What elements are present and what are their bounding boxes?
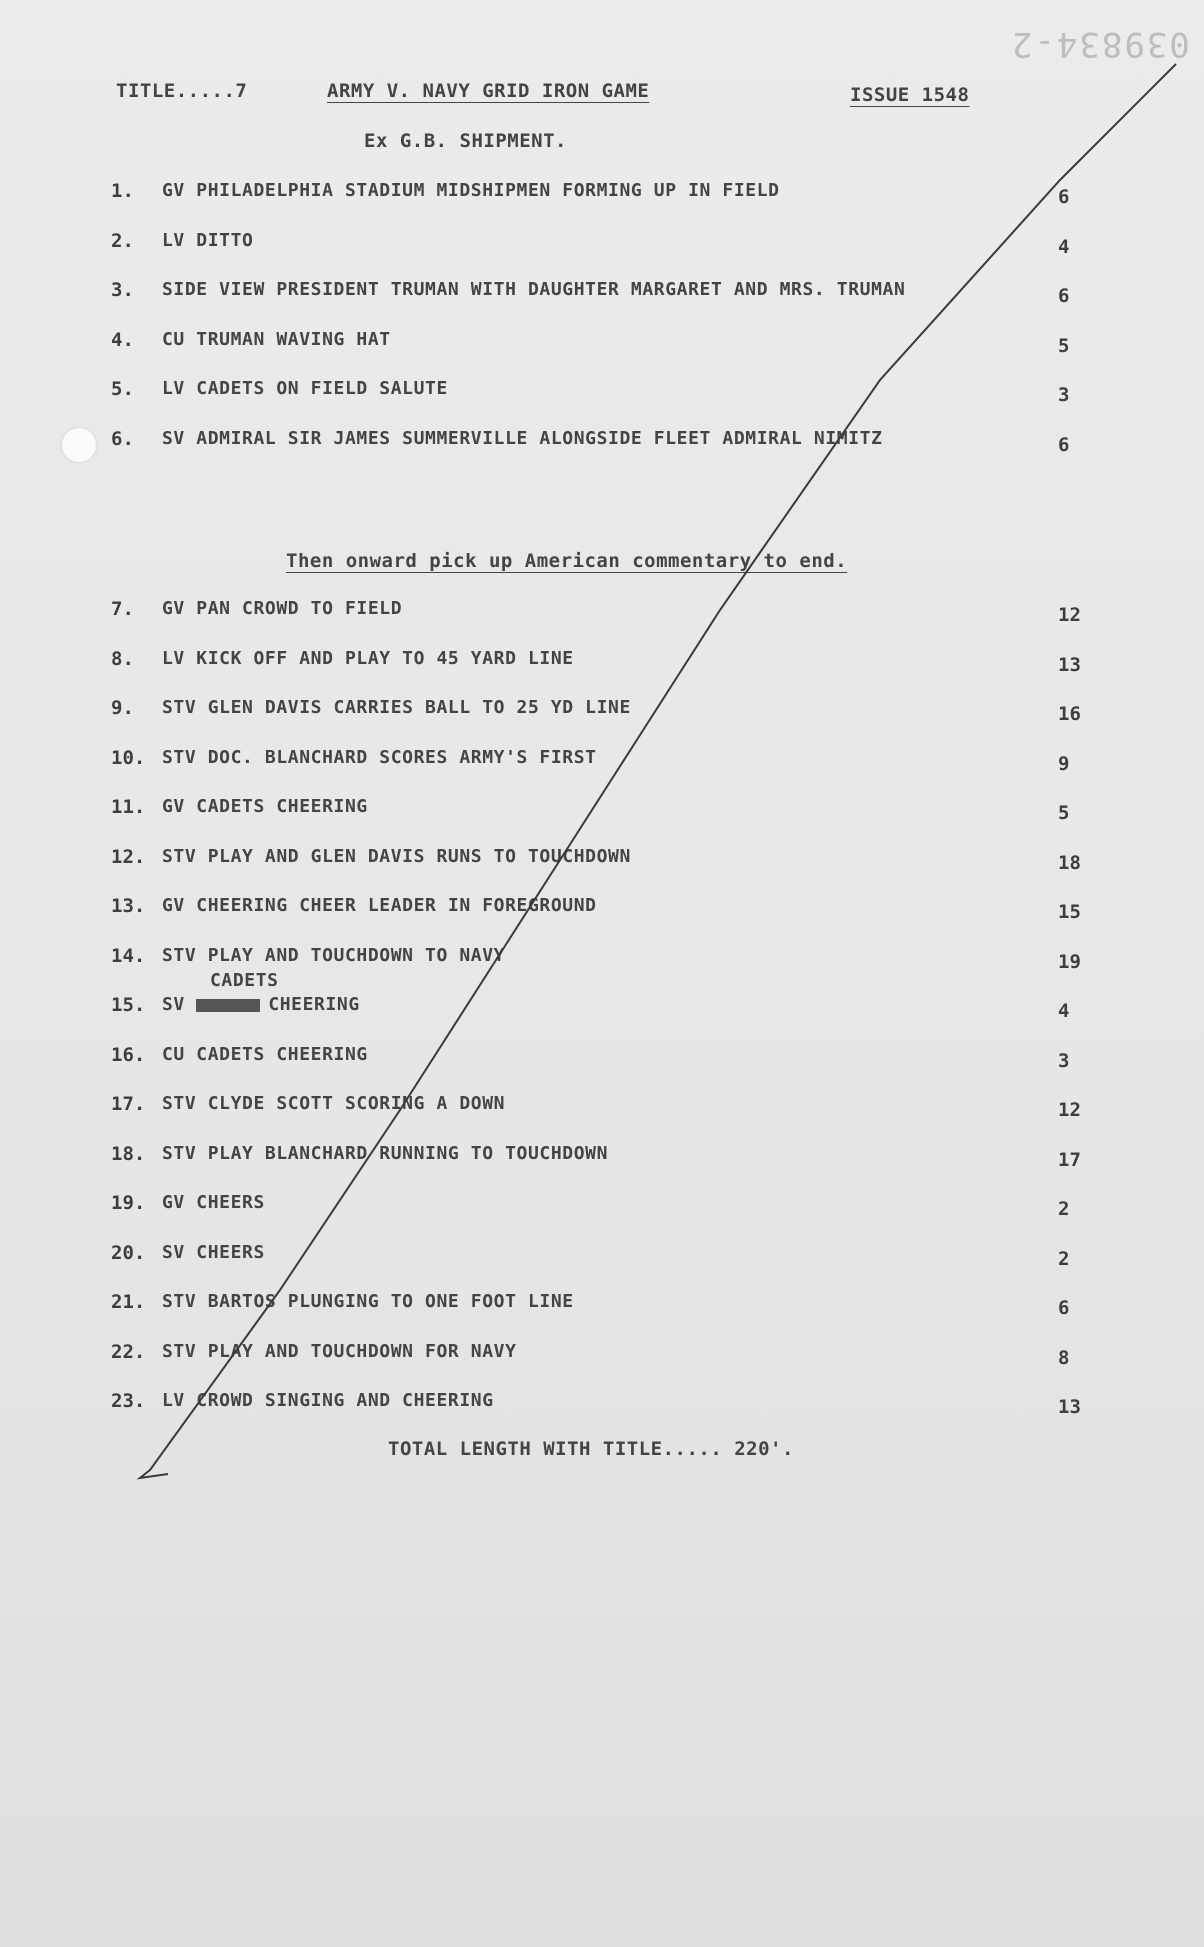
shot-description: LV CROWD SINGING AND CHEERING (162, 1390, 494, 1411)
shot-number: 19. (111, 1192, 146, 1214)
shot-number: 7. (111, 598, 134, 620)
shot-description: STV PLAY BLANCHARD RUNNING TO TOUCHDOWN (162, 1142, 609, 1164)
shot-length: 9 (1058, 752, 1070, 775)
shot-prefix: SV (162, 994, 197, 1015)
shot-length: 13 (1058, 1396, 1081, 1418)
shot-text: CHEERING (268, 994, 360, 1015)
archive-stamp: 039834-2 (1010, 24, 1190, 64)
shot-number: 20. (111, 1241, 146, 1264)
shot-description: CU CADETS CHEERING (162, 1043, 368, 1065)
shot-description: LV DITTO (162, 229, 254, 251)
shot-length: 2 (1058, 1247, 1070, 1270)
shot-number: 8. (111, 647, 134, 670)
shot-description: SV CHEERS (162, 1241, 265, 1263)
shot-length: 6 (1058, 433, 1070, 456)
shot-description: STV CLYDE SCOTT SCORING A DOWN (162, 1093, 506, 1114)
shot-number: 18. (111, 1142, 146, 1165)
shot-length: 19 (1058, 950, 1081, 973)
shot-length: 17 (1058, 1148, 1081, 1171)
shot-length: 4 (1058, 1000, 1070, 1022)
page-title: ARMY V. NAVY GRID IRON GAME (327, 80, 650, 102)
shot-length: 5 (1058, 334, 1070, 357)
shot-length: 15 (1058, 901, 1081, 923)
source-line: Ex G.B. SHIPMENT. (364, 130, 567, 152)
shot-description: STV BARTOS PLUNGING TO ONE FOOT LINE (162, 1291, 574, 1312)
shot-length: 6 (1058, 285, 1070, 307)
shot-description: GV PAN CROWD TO FIELD (162, 598, 403, 619)
shot-length: 2 (1058, 1198, 1070, 1220)
shot-length: 18 (1058, 851, 1081, 874)
shot-number: 2. (111, 229, 134, 252)
shot-number: 21. (111, 1291, 146, 1313)
total-length: TOTAL LENGTH WITH TITLE..... 220'. (388, 1438, 794, 1460)
shot-description: GV CHEERS (162, 1192, 265, 1213)
shot-description: STV DOC. BLANCHARD SCORES ARMY'S FIRST (162, 746, 597, 768)
shot-number: 12. (111, 845, 146, 868)
shot-description: GV CHEERING CHEER LEADER IN FOREGROUND (162, 895, 597, 916)
shot-length: 5 (1058, 802, 1070, 824)
shot-length: 12 (1058, 604, 1081, 626)
issue-number: ISSUE 1548 (850, 84, 970, 106)
shot-number: 11. (111, 796, 146, 818)
shot-number: 16. (111, 1043, 146, 1066)
shot-description: GV CADETS CHEERING (162, 796, 368, 817)
shot-number: 6. (111, 427, 134, 450)
shot-length: 12 (1058, 1099, 1081, 1121)
shot-length: 13 (1058, 653, 1081, 676)
shot-number: 4. (111, 328, 134, 351)
shot-description: STV GLEN DAVIS CARRIES BALL TO 25 YD LINE (162, 697, 631, 718)
shot-number: 15. (111, 994, 146, 1016)
shot-number: 17. (111, 1093, 146, 1115)
shot-description: SIDE VIEW PRESIDENT TRUMAN WITH DAUGHTER MARGARET AND MRS. TRUMAN (162, 279, 906, 300)
shot-number: 13. (111, 895, 146, 917)
shot-description: LV CADETS ON FIELD SALUTE (162, 378, 448, 399)
shot-description: SV ADMIRAL SIR JAMES SUMMERVILLE ALONGSIDE FLEET ADMIRAL NIMITZ (162, 427, 883, 449)
shot-length: 4 (1058, 235, 1070, 258)
handwritten-insert: CADETS (210, 970, 279, 991)
shot-number: 22. (111, 1340, 146, 1363)
shot-length: 3 (1058, 384, 1070, 406)
shot-number: 23. (111, 1390, 146, 1412)
title-number: TITLE.....7 (116, 80, 248, 102)
shot-description: CU TRUMAN WAVING HAT (162, 328, 391, 350)
shot-description: STV PLAY AND GLEN DAVIS RUNS TO TOUCHDOWN (162, 845, 631, 867)
shot-number: 9. (111, 697, 134, 719)
shot-length: 16 (1058, 703, 1081, 725)
shot-number: 10. (111, 746, 146, 769)
shot-description: LV KICK OFF AND PLAY TO 45 YARD LINE (162, 647, 574, 669)
shot-number: 3. (111, 279, 134, 301)
shot-number: 5. (111, 378, 134, 400)
shot-length: 6 (1058, 1297, 1070, 1319)
shot-description: GV PHILADELPHIA STADIUM MIDSHIPMEN FORMING UP IN FIELD (162, 180, 780, 201)
shot-length: 6 (1058, 186, 1070, 208)
shot-length: 8 (1058, 1346, 1070, 1369)
commentary-note: Then onward pick up American commentary to end. (286, 550, 848, 572)
shot-length: 3 (1058, 1049, 1070, 1072)
shot-description: STV PLAY AND TOUCHDOWN TO NAVY (162, 944, 506, 966)
shot-number: 1. (111, 180, 134, 202)
shot-description: STV PLAY AND TOUCHDOWN FOR NAVY (162, 1340, 517, 1362)
shot-number: 14. (111, 944, 146, 967)
